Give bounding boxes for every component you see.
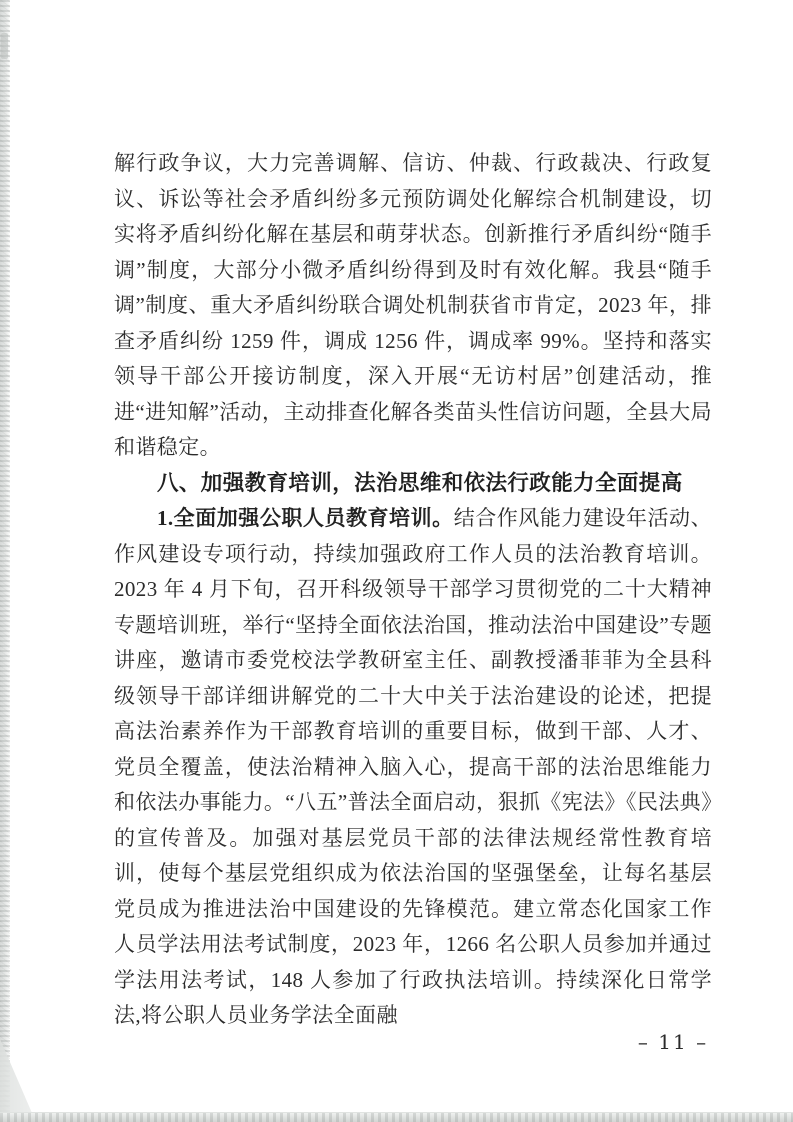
- scan-smudge: [1, 33, 8, 59]
- paragraph-lead-emphasis: 1.全面加强公职人员教育培训。: [157, 506, 454, 530]
- paragraph-item-1: [114, 501, 712, 1034]
- scan-edge-left: [0, 0, 10, 1122]
- document-body: [114, 146, 712, 1034]
- section-heading: 八、加强教育培训，法治思维和依法行政能力全面提高: [157, 470, 683, 495]
- paragraph-item-1-text: 结合作风能力建设年活动、作风建设专项行动，持续加强政府工作人员的法治教育培训。2023 年 4 月下旬，召开科级领导干部学习贯彻党的二十大精神专题培训班，举行“坚持全面依法治国，推动法治中国建设”专题讲座，邀请市委党校法学教研室主任、副教授潘菲菲为全县科级领导干部详细讲解党的二十大中关于法治建设的论述，把提高法治素养作为干部教育培训的重要目标，做到干部、人才、党员全覆盖，使法治精神入脑入心，提高干部的法治思维能力和依法办事能力。“八五”普法全面启动，狠抓《宪法》《民法典》的宣传普及。加强对基层党员干部的法律法规经常性教育培训，使每个基层党组织成为依法治国的坚强堡垒，让每名基层党员成为推进法治中国建设的先锋模范。建立常态化国家工作人员学法用法考试制度，2023 年，1266 名公职人员参加并通过学法用法考试，148 人参加了行政执法培训。持续深化日常学法,将公职人员业务学法全面融: [114, 506, 712, 1027]
- scan-edge-bottom: [0, 1112, 793, 1122]
- page-number: – 11 –: [637, 1030, 709, 1054]
- paragraph-continuation: 解行政争议，大力完善调解、信访、仲裁、行政裁决、行政复议、诉讼等社会矛盾纠纷多元预防调处化解综合机制建设，切实将矛盾纠纷化解在基层和萌芽状态。创新推行矛盾纠纷“随手调”制度，大部分小微矛盾纠纷得到及时有效化解。我县“随手调”制度、重大矛盾纠纷联合调处机制获省市肯定，2023 年，排查矛盾纠纷 1259 件，调成 1256 件，调成率 99%。坚持和落实领导干部公开接访制度，深入开展“无访村居”创建活动，推进“进知解”活动，主动排查化解各类苗头性信访问题，全县大局和谐稳定。: [114, 151, 712, 459]
